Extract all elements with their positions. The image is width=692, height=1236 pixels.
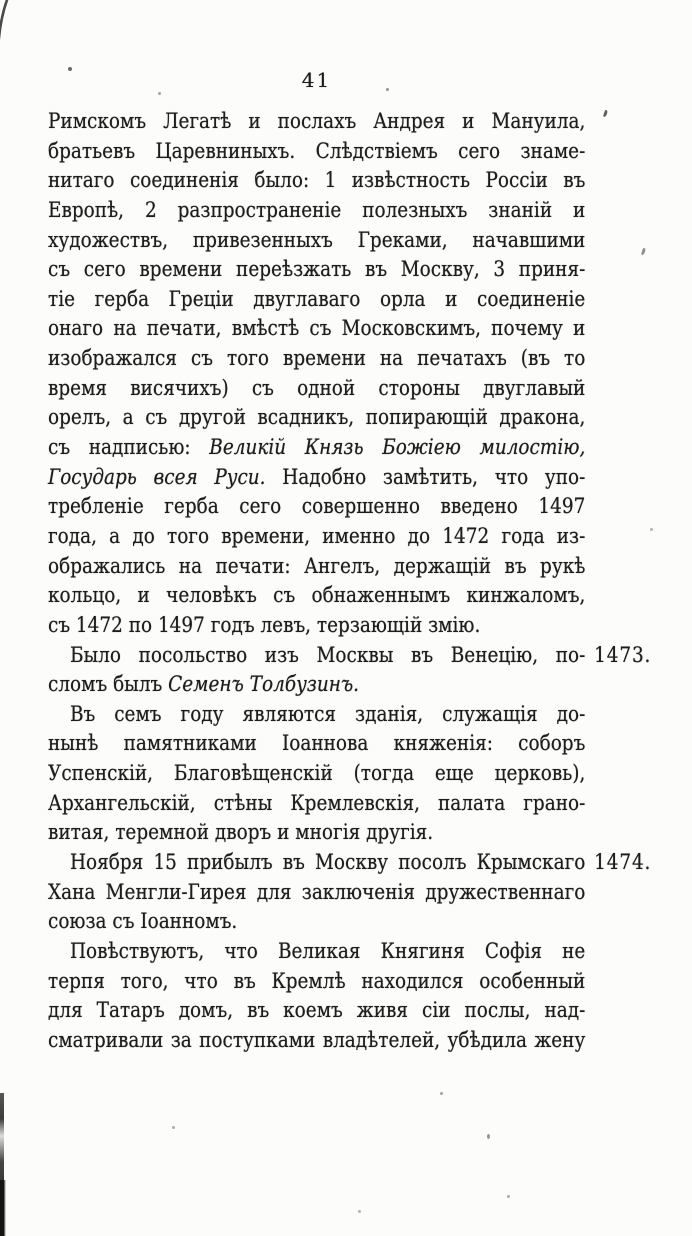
text-run: сломъ былъ — [48, 672, 169, 697]
text-line — [48, 285, 585, 315]
text-line — [48, 729, 585, 759]
text-line — [48, 967, 585, 997]
text-line — [48, 374, 585, 404]
text-run: тіе герба Греціи двуглаваго орла и соединеніе — [48, 286, 586, 311]
text-run: съ надписью: — [48, 435, 210, 460]
text-line — [48, 670, 585, 700]
text-line — [48, 226, 585, 256]
text-line — [48, 759, 585, 789]
text-line — [48, 314, 585, 344]
margin-year-1473: 1473. — [594, 642, 652, 667]
page-text-block — [48, 107, 652, 1056]
text-run: Успенскій, Благовѣщенскій (тогда еще церковь), — [48, 761, 586, 786]
text-run: съ 1472 по 1497 годъ левъ, терзающій змію. — [48, 612, 481, 637]
text-line — [48, 581, 585, 611]
ink-speck — [641, 248, 646, 256]
text-run: Было посольство изъ Москвы въ Венецію, по- — [69, 642, 586, 667]
text-line — [48, 403, 585, 433]
text-run: братьевъ Царевниныхъ. Слѣдствіемъ сего знаме- — [48, 138, 586, 163]
text-run: сматривали за поступками владѣтелей, убѣдила жену — [48, 1027, 586, 1052]
text-run: союза съ Іоанномъ. — [48, 909, 238, 934]
text-line — [48, 107, 585, 137]
text-run: для Татаръ домъ, въ коемъ живя сіи послы, над- — [48, 998, 586, 1023]
scan-artifact-left-edge-dark — [0, 1180, 6, 1236]
page-number: 41 — [301, 68, 332, 92]
text-line — [48, 848, 652, 878]
text-line — [48, 1026, 585, 1056]
text-line — [48, 641, 652, 671]
text-run: изображался съ того времени на печатахъ (въ то — [48, 346, 586, 371]
ink-speck — [158, 92, 161, 95]
text-run: время висячихъ) съ одной стороны двуглавый — [48, 375, 586, 400]
inscription-italic: Великій Князь Божіею милостію, — [209, 435, 586, 460]
text-line — [48, 611, 585, 641]
text-run: Хана Менгли-Гирея для заключенія дружественнаго — [48, 879, 586, 904]
text-line — [48, 937, 585, 967]
text-run: требленіе герба сего совершенно введено 1497 — [48, 494, 586, 519]
ink-speck — [172, 1126, 175, 1129]
text-run: нитаго соединенія было: 1 извѣстность Россіи въ — [48, 168, 586, 193]
ink-speck — [507, 1195, 510, 1198]
text-line — [48, 463, 585, 493]
text-run: Римскомъ Легатѣ и послахъ Андрея и Мануила, — [48, 109, 586, 133]
text-run: Надобно замѣтить, что упо- — [265, 464, 586, 489]
text-run: Архангельскій, стѣны Кремлевскія, палата грано- — [48, 790, 586, 815]
text-run: онаго на печати, вмѣстѣ съ Московскимъ, почему и — [48, 316, 586, 341]
text-line — [48, 522, 585, 552]
text-run: съ сего времени переѣзжать въ Москву, 3 приня- — [48, 257, 586, 282]
scan-artifact-page-curl — [0, 0, 26, 68]
text-run: художествъ, привезенныхъ Греками, начавшими — [48, 227, 586, 252]
envoy-name-italic: Семенъ Толбузинъ. — [168, 672, 359, 697]
text-line — [48, 552, 585, 582]
text-line — [48, 196, 585, 226]
text-run: витая, теремной дворъ и многія другія. — [48, 820, 434, 845]
text-line — [48, 818, 585, 848]
text-line — [48, 492, 585, 522]
text-run: Повѣствуютъ, что Великая Княгиня Софія не — [69, 938, 586, 963]
margin-year-1474: 1474. — [594, 850, 652, 875]
text-line — [48, 878, 585, 908]
ink-speck — [358, 1210, 361, 1213]
text-run: Ноября 15 прибылъ въ Москву посолъ Крымскаго — [69, 850, 586, 875]
text-line — [48, 700, 585, 730]
text-line — [48, 344, 585, 374]
text-run: Въ семъ году являются зданія, служащія до- — [69, 701, 586, 726]
text-run: года, а до того времени, именно до 1472 года из- — [48, 523, 586, 548]
text-run: Европѣ, 2 разпространеніе полезныхъ знаній и — [48, 197, 586, 222]
text-run: орелъ, а съ другой всадникъ, попирающій дракона, — [48, 405, 586, 430]
text-line — [48, 255, 585, 285]
text-line — [48, 789, 585, 819]
ink-speck — [650, 528, 653, 531]
text-line — [48, 433, 585, 463]
text-line — [48, 907, 585, 937]
text-run: нынѣ памятниками Іоаннова княженія: соборъ — [48, 731, 586, 756]
ink-speck — [603, 110, 608, 118]
text-run: терпя того, что въ Кремлѣ находился особенный — [48, 968, 586, 993]
ink-speck — [440, 1092, 443, 1095]
text-line — [48, 166, 585, 196]
text-run: ображались на печати: Ангелъ, держащій въ рукѣ — [48, 553, 586, 578]
text-line — [48, 137, 585, 167]
inscription-italic: Государь всея Руси. — [48, 464, 266, 489]
text-run: кольцо, и человѣкъ съ обнаженнымъ кинжаломъ, — [48, 583, 586, 608]
ink-speck — [487, 1134, 490, 1139]
text-line — [48, 996, 585, 1026]
